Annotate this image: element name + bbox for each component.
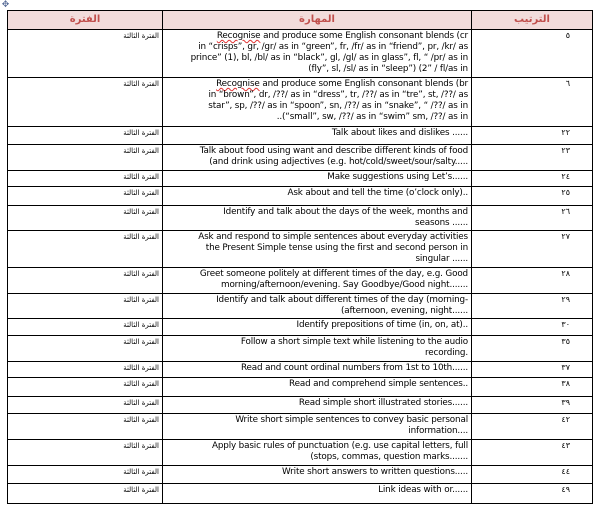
skill-line: Follow a short simple text while listening to the audio (240, 337, 468, 347)
period-cell: الفترة الثالثة (8, 414, 163, 440)
table-row (8, 231, 593, 268)
order-cell: ٢٦ (472, 206, 593, 231)
order-cell: ٤٤ (472, 466, 593, 484)
skill-line: Read and comprehend simple sentences.. (289, 379, 468, 389)
table-row (8, 336, 593, 362)
skill-cell (163, 145, 472, 171)
skill-line: (and drink using adjectives (e.g. hot/cold/sweet/sour/salty..... (209, 157, 468, 167)
skill-cell (163, 440, 472, 466)
header-period: الفترة (8, 11, 163, 30)
period-cell: الفترة الثالثة (8, 319, 163, 336)
skill-line: in “brown”, dr, /??/ as in “dress”, tr, /??/ as in “tre”, st, /??/ as (208, 90, 468, 100)
skill-line: in “crisps”, gr, /gr/ as in “green”, fr, /fr/ as in “friend”, pr, /kr/ as (198, 42, 468, 52)
period-cell: الفترة الثالثة (8, 231, 163, 268)
period-cell: الفترة الثالثة (8, 127, 163, 145)
skill-line: Read and count ordinal numbers from 1st to 10th...... (240, 363, 468, 373)
skill-cell (163, 378, 472, 397)
period-cell: الفترة الثالثة (8, 378, 163, 397)
table-row (8, 127, 593, 145)
table-row (8, 319, 593, 336)
table-row (8, 484, 593, 504)
table-row (8, 78, 593, 127)
skill-line: seasons ...... (415, 218, 468, 228)
skill-line: (fly”, sl, /sl/ as in “sleep”) (2” / fl/as in (308, 64, 468, 74)
period-cell: الفترة الثالثة (8, 362, 163, 378)
order-cell: ٢٩ (472, 294, 593, 319)
skill-line: (afternoon, evening, night...... (340, 306, 468, 316)
skill-cell (163, 362, 472, 378)
header-order: الترتيب (472, 11, 593, 30)
period-cell: الفترة الثالثة (8, 268, 163, 294)
skill-line: Apply basic rules of punctuation (e.g. use capital letters, full (211, 441, 468, 451)
skill-cell (163, 127, 472, 145)
order-cell: ٦ (472, 78, 593, 127)
order-cell: ٣٩ (472, 397, 593, 414)
table-row (8, 378, 593, 397)
skill-cell (163, 78, 472, 127)
table-row (8, 206, 593, 231)
table-row (8, 414, 593, 440)
table-move-handle-icon[interactable]: ✥ (1, 0, 10, 10)
table-row (8, 294, 593, 319)
skill-line: Read simple short illustrated stories...... (298, 398, 468, 408)
skill-line: information.... (408, 426, 468, 436)
order-cell: ٥ (472, 30, 593, 78)
order-cell: ٤٣ (472, 440, 593, 466)
skill-line: Identify and talk about the days of the week, months and (223, 207, 468, 217)
skill-line: Recognise and produce some English consonant blends (cr (216, 31, 468, 41)
header-skill: المهارة (163, 11, 472, 30)
order-cell: ٣٧ (472, 362, 593, 378)
table-row (8, 268, 593, 294)
skill-line: Write short simple sentences to convey basic personal (235, 415, 468, 425)
skill-cell (163, 466, 472, 484)
skill-line: ..(“small”, sw, /??/ as in “swim” sm, /??/ as in (276, 112, 468, 122)
period-cell: الفترة الثالثة (8, 336, 163, 362)
table-header-row (8, 11, 593, 30)
skill-line: Link ideas with or...... (378, 485, 468, 495)
skill-line: Write short answers to written questions..... (282, 467, 468, 477)
table-row (8, 30, 593, 78)
skill-line: Identify prepositions of time (in, on, at).. (296, 320, 468, 330)
skill-line: Identify and talk about different times of the day (morning- (216, 295, 468, 305)
period-cell: الفترة الثالثة (8, 294, 163, 319)
order-cell: ٤٩ (472, 484, 593, 504)
period-cell: الفترة الثالثة (8, 30, 163, 78)
order-cell: ٣٨ (472, 378, 593, 397)
skill-line: Talk about food using want and describe different kinds of food (199, 146, 468, 156)
order-cell: ٢٤ (472, 171, 593, 187)
spellcheck-mark: Recognise (216, 31, 261, 41)
skill-line: Recognise and produce some English consonant blends (br (216, 79, 468, 89)
skill-cell (163, 484, 472, 504)
table-row (8, 440, 593, 466)
skill-line: the Present Simple tense using the first and second person in (205, 243, 468, 253)
skill-line: Make suggestions using Let’s...... (327, 172, 468, 182)
period-cell: الفترة الثالثة (8, 484, 163, 504)
skill-line: star”, sp, /??/ as in “spoon”, sn, /??/ as in “snake”, “ /??/ as in (208, 101, 468, 111)
table-row (8, 362, 593, 378)
skills-table (7, 10, 593, 504)
order-cell: ٢٢ (472, 127, 593, 145)
skill-line: Ask about and tell the time (o’clock only).. (287, 188, 468, 198)
skill-line: (stops, commas, question marks....... (310, 452, 468, 462)
skill-cell (163, 336, 472, 362)
skill-cell (163, 319, 472, 336)
skill-cell (163, 397, 472, 414)
skill-line: Greet someone politely at different times of the day, e.g. Good (199, 269, 468, 279)
skill-cell (163, 268, 472, 294)
skill-line: prince” (1), bl, /bl/ as in “black”, gl, /gl/ as in glass”, fl, “ /pr/ as in (190, 53, 468, 63)
order-cell: ٣٥ (472, 336, 593, 362)
order-cell: ٢٣ (472, 145, 593, 171)
period-cell: الفترة الثالثة (8, 145, 163, 171)
table-row (8, 171, 593, 187)
period-cell: الفترة الثالثة (8, 466, 163, 484)
table-row (8, 466, 593, 484)
skill-line: Talk about likes and dislikes ...... (331, 128, 468, 138)
order-cell: ٢٧ (472, 231, 593, 268)
period-cell: الفترة الثالثة (8, 397, 163, 414)
order-cell: ٢٨ (472, 268, 593, 294)
skill-cell (163, 414, 472, 440)
spellcheck-mark: Recognise (216, 79, 260, 89)
skill-cell (163, 294, 472, 319)
skill-line: Ask and respond to simple sentences about everyday activities (198, 232, 468, 242)
skill-cell (163, 187, 472, 206)
skill-cell (163, 206, 472, 231)
order-cell: ٢٥ (472, 187, 593, 206)
order-cell: ٣٠ (472, 319, 593, 336)
skill-line: morning/afternoon/evening. Say Goodbye/Good night....... (221, 280, 468, 290)
period-cell: الفترة الثالثة (8, 187, 163, 206)
order-cell: ٤٢ (472, 414, 593, 440)
table-row (8, 397, 593, 414)
period-cell: الفترة الثالثة (8, 78, 163, 127)
period-cell: الفترة الثالثة (8, 440, 163, 466)
table-row (8, 145, 593, 171)
table-row (8, 187, 593, 206)
skill-cell (163, 30, 472, 78)
skill-line: singular ...... (415, 254, 468, 264)
skill-line: recording. (425, 348, 468, 358)
period-cell: الفترة الثالثة (8, 206, 163, 231)
skill-cell (163, 231, 472, 268)
period-cell: الفترة الثالثة (8, 171, 163, 187)
skill-cell (163, 171, 472, 187)
